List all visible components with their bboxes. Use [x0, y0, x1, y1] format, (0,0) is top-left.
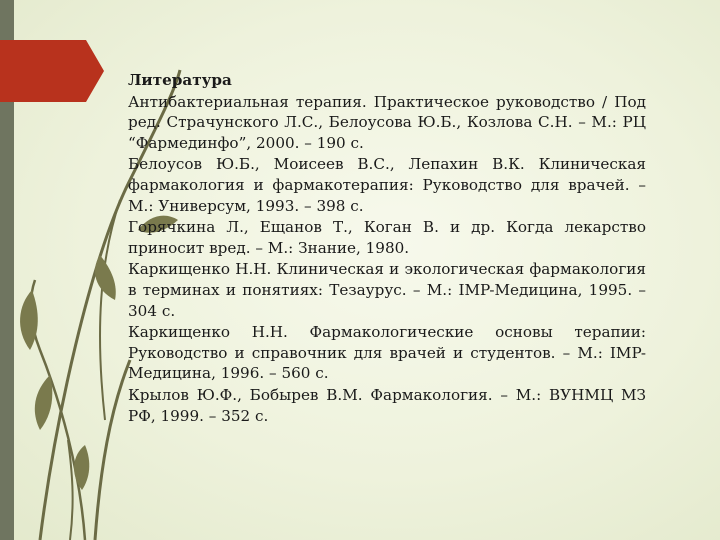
reference-item: Каркищенко Н.Н. Клиническая и экологическая фармакология в терминах и понятиях: Тезаурус. – М.: IMP-Медицина, 1995. – 304 с. — [128, 260, 646, 320]
reference-item: Каркищенко Н.Н. Фармакологические основы терапии: Руководство и справочник для врачей и студентов. – М.: IMP-Медицина, 1996. – 560 с. — [128, 323, 646, 383]
vine-leaf — [20, 290, 38, 350]
vine-strand — [95, 360, 130, 540]
vine-leaf — [35, 375, 53, 430]
reference-item: Антибактериальная терапия. Практическое руководство / Под ред. Страчунского Л.С., Белоусова Ю.Б., Козлова С.Н. – М.: РЦ “Фармединфо”, 2000. – 190 с. — [128, 92, 646, 152]
slide-content — [128, 70, 646, 427]
slide-heading: Литература — [128, 71, 232, 89]
reference-item: Горячкина Л., Ещанов Т., Коган В. и др. Когда лекарство приносит вред. – М.: Знание, 1980. — [128, 218, 646, 257]
vine-leaf — [74, 445, 89, 490]
reference-item: Крылов Ю.Ф., Бобырев В.М. Фармакология. – М.: ВУНМЦ МЗ РФ, 1999. – 352 с. — [128, 385, 646, 425]
vine-strand — [100, 200, 120, 420]
reference-item: Белоусов Ю.Б., Моисеев В.С., Лепахин В.К. Клиническая фармакология и фармакотерапия: Руководство для врачей. – М.: Универсум, 1993. – 398 с. — [128, 155, 646, 215]
red-accent-banner — [0, 40, 104, 102]
